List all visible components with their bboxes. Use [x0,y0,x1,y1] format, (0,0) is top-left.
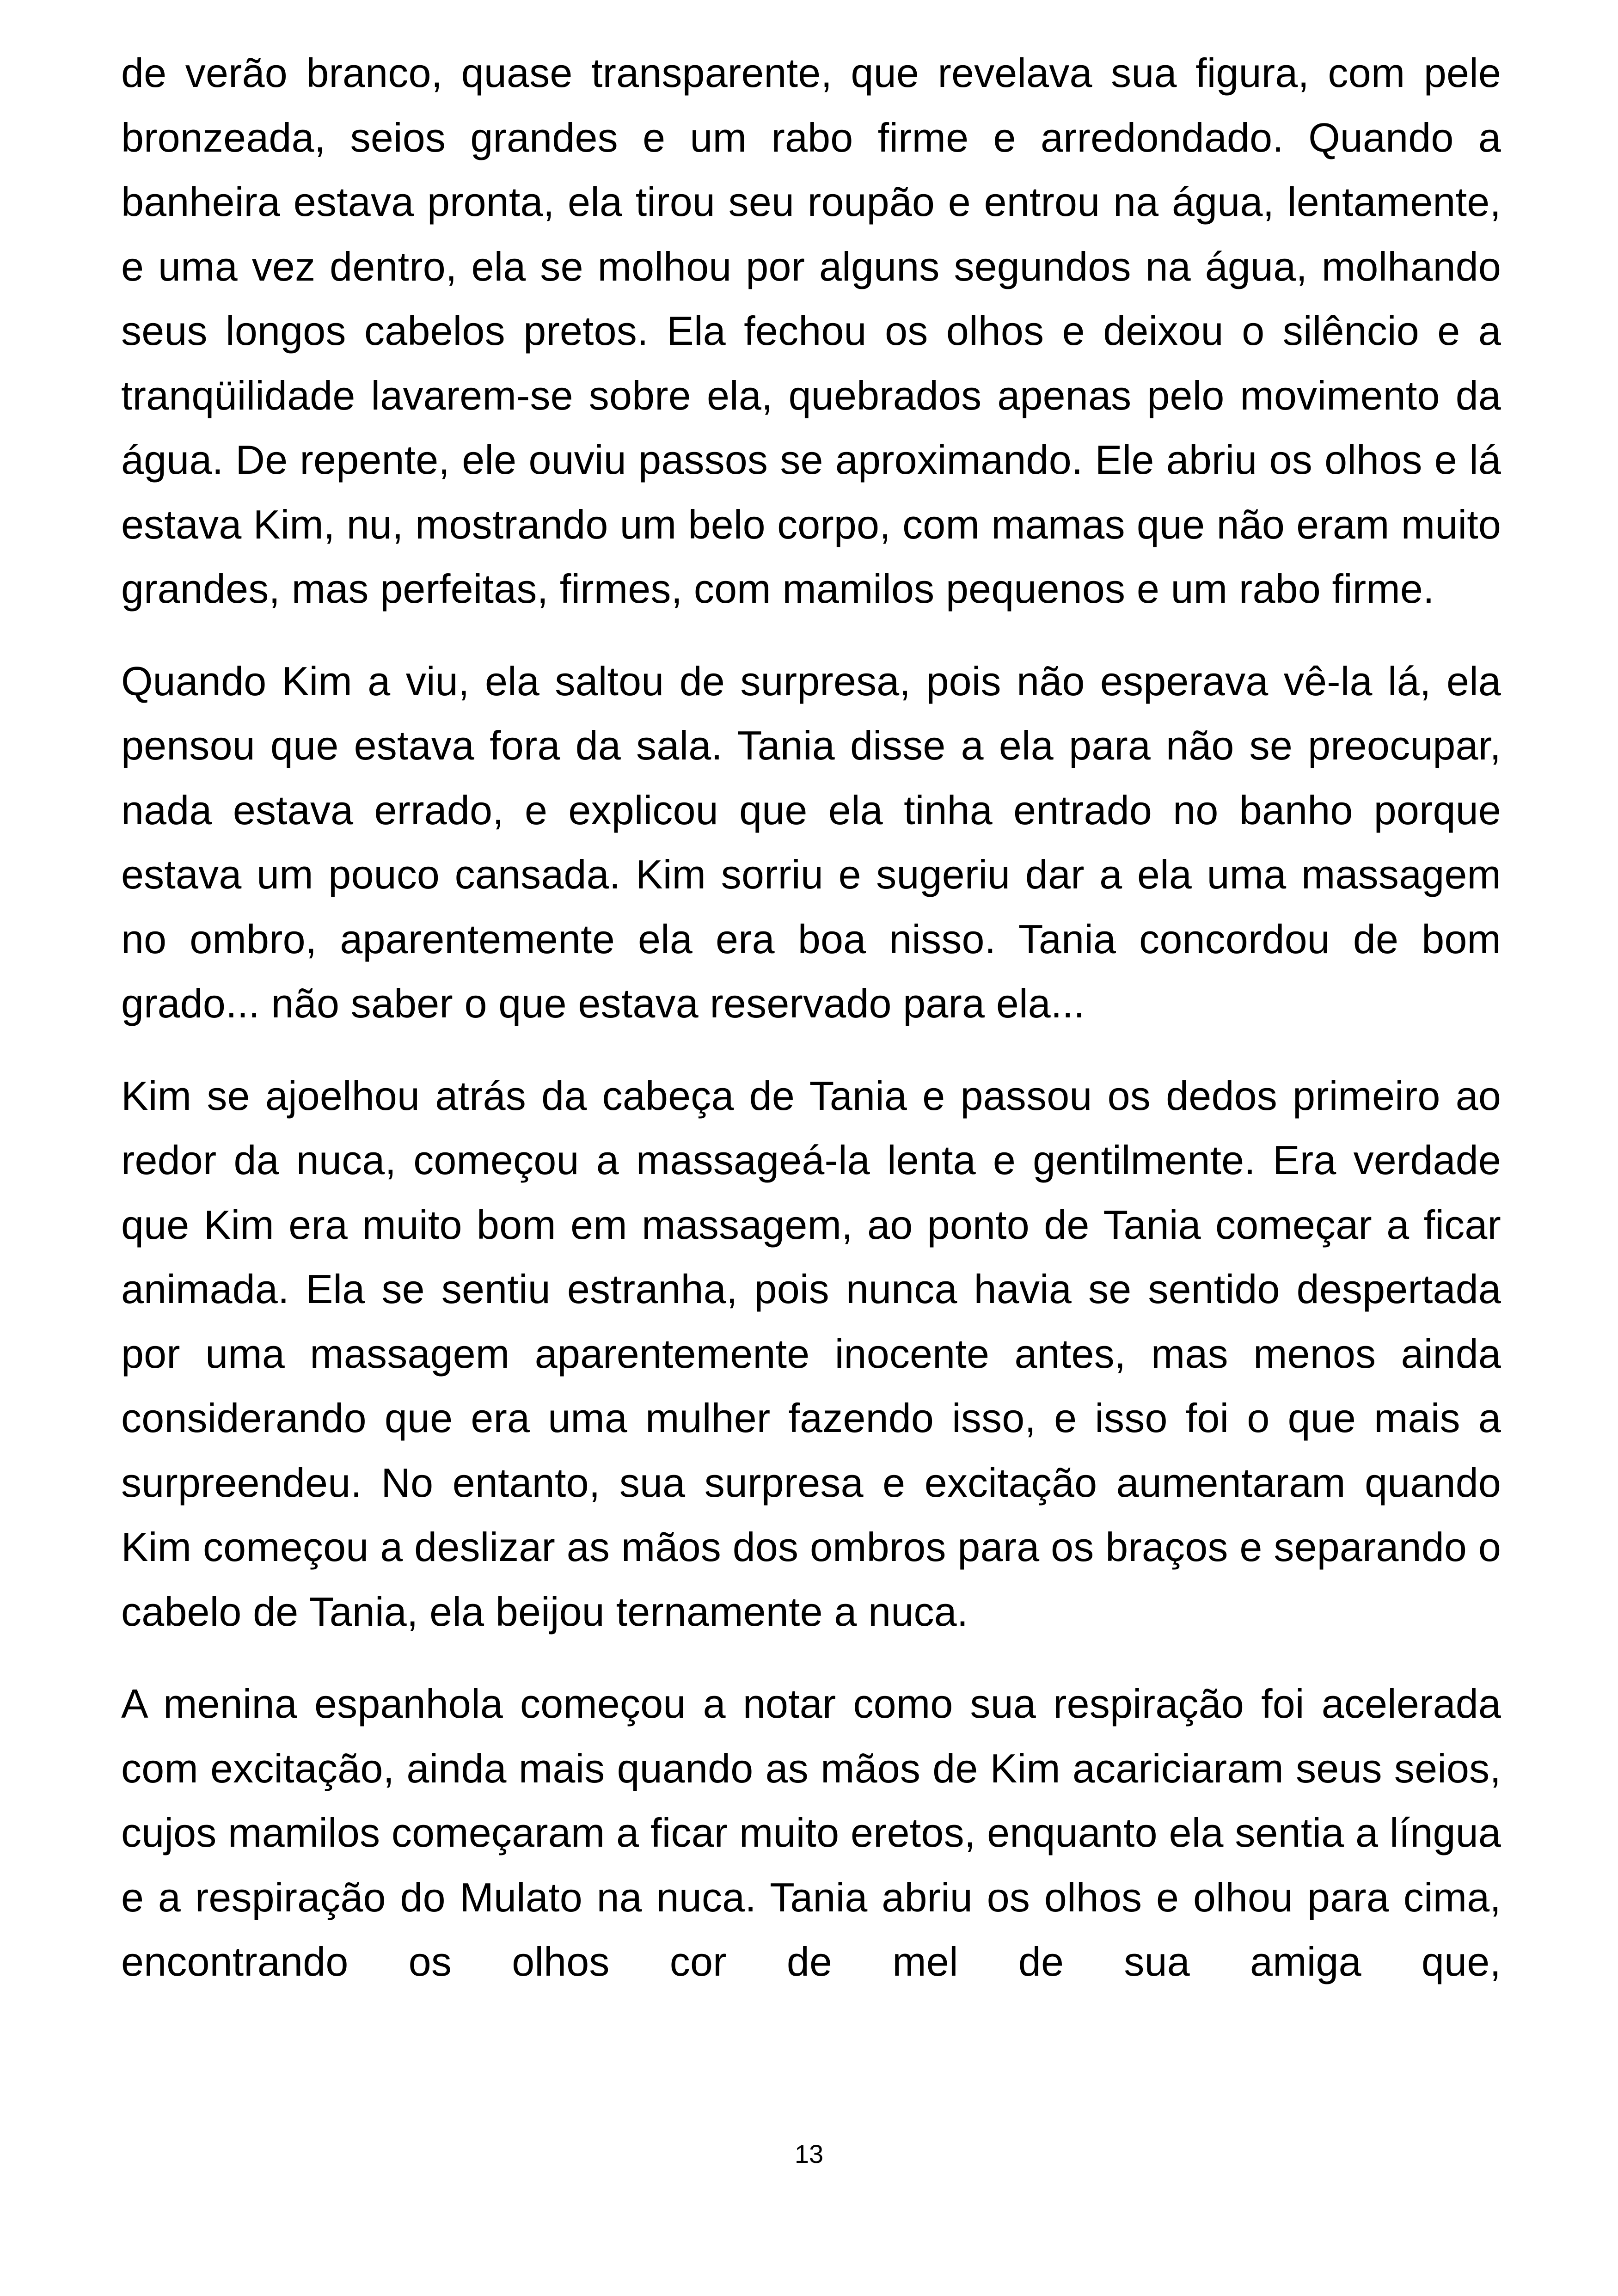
paragraph-3: Kim se ajoelhou atrás da cabeça de Tania e passou os dedos primeiro ao redor da nuca, começou a massageá-la lenta e gentilmente. Era verdade que Kim era muito bom em massagem, ao ponto de Tania começar a ficar animada. Ela se sentiu estranha, pois nunca havia se sentido despertada por uma massagem aparentemente inocente antes, mas menos ainda considerando que era uma mulher fazendo isso, e isso foi o que mais a surpreendeu. No entanto, sua surpresa e excitação aumentaram quando Kim começou a deslizar as mãos dos ombros para os braços e separando o cabelo de Tania, ela beijou ternamente a nuca. [121,1072,1501,1635]
page-body [121,41,1501,2022]
page-number: 13 [794,2139,824,2168]
paragraph-2: Quando Kim a viu, ela saltou de surpresa, pois não esperava vê-la lá, ela pensou que estava fora da sala. Tania disse a ela para não se preocupar, nada estava errado, e explicou que ela tinha entrado no banho porque estava um pouco cansada. Kim sorriu e sugeriu dar a ela uma massagem no ombro, aparentemente ela era boa nisso. Tania concordou de bom grado... não saber o que estava reservado para ela... [121,658,1501,1026]
paragraph-4: A menina espanhola começou a notar como sua respiração foi acelerada com excitação, ainda mais quando as mãos de Kim acariciaram seus seios, cujos mamilos começaram a ficar muito eretos, enquanto ela sentia a língua e a respiração do Mulato na nuca. Tania abriu os olhos e olhou para cima, encontrando os olhos cor de mel de sua amiga que, [121,1681,1501,1984]
paragraph-1: de verão branco, quase transparente, que revelava sua figura, com pele bronzeada, seios grandes e um rabo firme e arredondado. Quando a banheira estava pronta, ela tirou seu roupão e entrou na água, lentamente, e uma vez dentro, ela se molhou por alguns segundos na água, molhando seus longos cabelos pretos. Ela fechou os olhos e deixou o silêncio e a tranqüilidade lavarem-se sobre ela, quebrados apenas pelo movimento da água. De repente, ele ouviu passos se aproximando. Ele abriu os olhos e lá estava Kim, nu, mostrando um belo corpo, com mamas que não eram muito grandes, mas perfeitas, firmes, com mamilos pequenos e um rabo firme. [121,50,1501,612]
